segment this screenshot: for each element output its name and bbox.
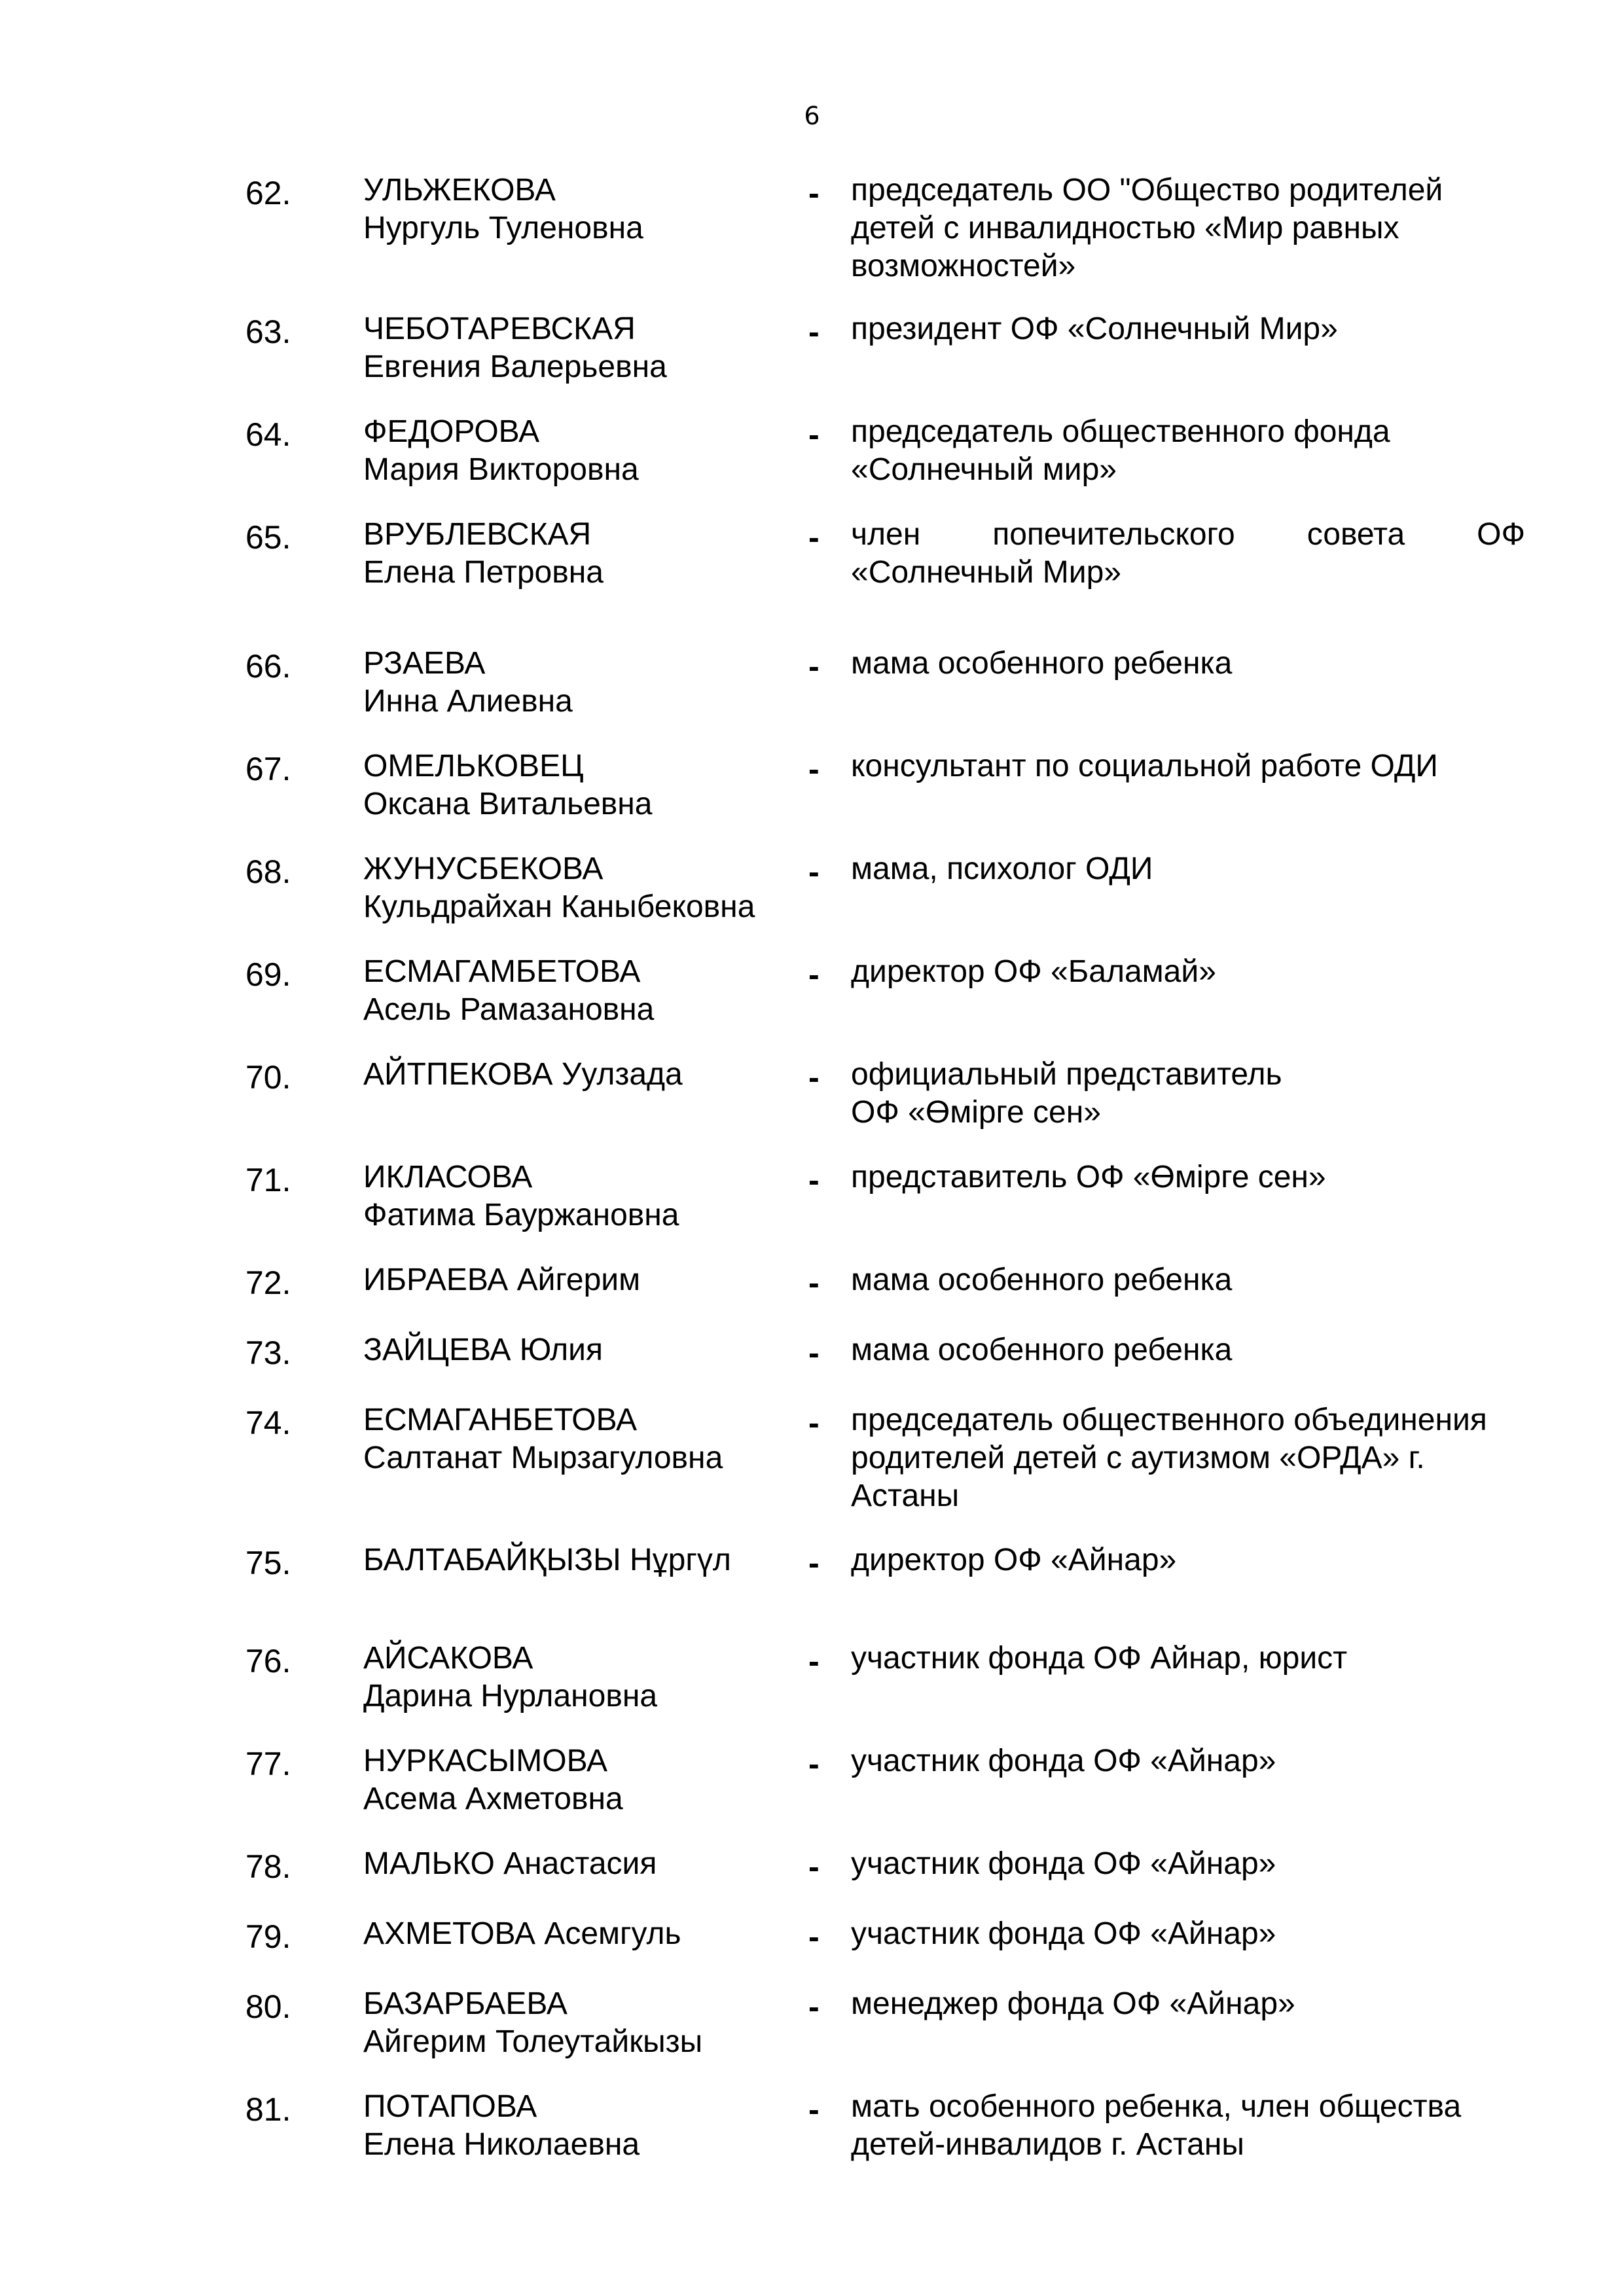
entry-number: 75. (245, 1545, 291, 1581)
role-description (851, 1915, 1525, 1953)
role-description (851, 1158, 1525, 1196)
given-name: Елена Петровна (363, 555, 604, 590)
role-description (851, 953, 1525, 991)
entry-number: 72. (245, 1265, 291, 1301)
given-name: Нургуль Туленовна (363, 211, 643, 245)
role-description (851, 171, 1525, 285)
dash-separator: - (808, 956, 820, 993)
entry-number: 80. (245, 1988, 291, 2025)
role-description (851, 1261, 1525, 1299)
given-name: Елена Николаевна (363, 2127, 640, 2162)
description-line: мама особенного ребенка (851, 1263, 1233, 1297)
given-name: Айгерим Толеутайкызы (363, 2024, 703, 2059)
description-line: представитель ОФ «Өмірге сен» (851, 1160, 1326, 1194)
given-name: Мария Викторовна (363, 452, 639, 487)
dash-separator: - (808, 1059, 820, 1096)
description-line: председатель ОО "Общество родителей (851, 173, 1443, 207)
given-name: Оксана Витальевна (363, 787, 653, 821)
person-name (363, 2088, 808, 2164)
surname: ЕСМАГАМБЕТОВА (363, 954, 641, 989)
description-line: директор ОФ «Айнар» (851, 1543, 1177, 1577)
dash-separator: - (808, 1545, 820, 1581)
dash-separator: - (808, 1988, 820, 2025)
surname: МАЛЬКО Анастасия (363, 1846, 657, 1881)
surname: ПОТАПОВА (363, 2089, 537, 2124)
surname: ИКЛАСОВА (363, 1160, 533, 1194)
person-name (363, 516, 808, 592)
person-name (363, 171, 808, 247)
entry-number: 64. (245, 416, 291, 453)
description-line: участник фонда ОФ «Айнар» (851, 1846, 1276, 1881)
dash-separator: - (808, 1265, 820, 1301)
surname: БАЗАРБАЕВА (363, 1986, 568, 2021)
role-description (851, 1401, 1525, 1515)
entry-number: 74. (245, 1405, 291, 1441)
given-name: Асема Ахметовна (363, 1782, 623, 1816)
surname: ЧЕБОТАРЕВСКАЯ (363, 312, 636, 346)
surname: ВРУБЛЕВСКАЯ (363, 517, 592, 552)
entry-number: 76. (245, 1643, 291, 1679)
description-line: Астаны (851, 1479, 960, 1513)
role-description (851, 1985, 1525, 2023)
person-name (363, 1056, 808, 1094)
role-description (851, 850, 1525, 888)
description-line: консультант по социальной работе ОДИ (851, 749, 1438, 783)
surname: ИБРАЕВА Айгерим (363, 1263, 641, 1297)
person-name (363, 1640, 808, 1715)
description-line: директор ОФ «Баламай» (851, 954, 1216, 989)
description-line: мама особенного ребенка (851, 646, 1233, 681)
dash-separator: - (808, 751, 820, 787)
dash-separator: - (808, 1162, 820, 1198)
person-name (363, 953, 808, 1029)
description-line: «Солнечный мир» (851, 452, 1117, 487)
role-description (851, 1331, 1525, 1369)
dash-separator: - (808, 1746, 820, 1782)
given-name: Евгения Валерьевна (363, 350, 667, 384)
description-line: мама особенного ребенка (851, 1333, 1233, 1367)
person-name (363, 1985, 808, 2061)
person-name (363, 645, 808, 721)
surname: БАЛТАБАЙҚЫЗЫ Нұргүл (363, 1543, 731, 1577)
dash-separator: - (808, 1848, 820, 1885)
description-line: официальный представитель (851, 1057, 1282, 1092)
given-name: Фатима Бауржановна (363, 1198, 679, 1232)
description-line: ОФ «Өмірге сен» (851, 1095, 1101, 1130)
entry-number: 81. (245, 2091, 291, 2128)
person-name (363, 1401, 808, 1477)
page-number: 6 (804, 101, 820, 130)
description-line: детей-инвалидов г. Астаны (851, 2127, 1244, 2162)
person-name (363, 1742, 808, 1818)
person-name (363, 1915, 808, 1953)
role-description (851, 1640, 1525, 1677)
entry-number: 67. (245, 751, 291, 787)
surname: ФЕДОРОВА (363, 414, 540, 449)
entry-number: 71. (245, 1162, 291, 1198)
dash-separator: - (808, 648, 820, 685)
description-line: возможностей» (851, 249, 1076, 283)
given-name: Кульдрайхан Каныбековна (363, 889, 755, 924)
description-line: президент ОФ «Солнечный Мир» (851, 312, 1338, 346)
dash-separator: - (808, 314, 820, 350)
role-description (851, 645, 1525, 683)
role-description (851, 1742, 1525, 1780)
entry-number: 66. (245, 648, 291, 685)
surname: АЙТПЕКОВА Уулзада (363, 1057, 683, 1092)
description-line: родителей детей с аутизмом «ОРДА» г. (851, 1441, 1425, 1475)
person-name (363, 413, 808, 489)
surname: ОМЕЛЬКОВЕЦ (363, 749, 584, 783)
surname: УЛЬЖЕКОВА (363, 173, 556, 207)
given-name: Дарина Нурлановна (363, 1679, 658, 1713)
description-line: член попечительского совета ОФ (851, 517, 1525, 552)
dash-separator: - (808, 175, 820, 211)
dash-separator: - (808, 1405, 820, 1441)
person-name (363, 1541, 808, 1579)
surname: АЙСАКОВА (363, 1641, 533, 1676)
dash-separator: - (808, 1335, 820, 1371)
person-name (363, 310, 808, 386)
description-line: мама, психолог ОДИ (851, 852, 1153, 886)
surname: АХМЕТОВА Асемгуль (363, 1916, 681, 1951)
description-line: «Солнечный Мир» (851, 555, 1121, 590)
entry-number: 70. (245, 1059, 291, 1096)
description-line: участник фонда ОФ «Айнар» (851, 1744, 1276, 1778)
role-description (851, 413, 1525, 489)
person-name (363, 747, 808, 823)
entry-number: 65. (245, 519, 291, 556)
description-line: председатель общественного объединения (851, 1403, 1487, 1437)
person-name (363, 1331, 808, 1369)
description-line: участник фонда ОФ Айнар, юрист (851, 1641, 1348, 1676)
entry-number: 62. (245, 175, 291, 211)
description-line: участник фонда ОФ «Айнар» (851, 1916, 1276, 1951)
surname: НУРКАСЫМОВА (363, 1744, 608, 1778)
given-name: Асель Рамазановна (363, 992, 655, 1027)
entry-number: 73. (245, 1335, 291, 1371)
role-description (851, 747, 1525, 785)
role-description (851, 2088, 1525, 2164)
description-line: мать особенного ребенка, член общества (851, 2089, 1462, 2124)
dash-separator: - (808, 1918, 820, 1955)
role-description (851, 516, 1525, 592)
role-description (851, 310, 1525, 348)
dash-separator: - (808, 2091, 820, 2128)
dash-separator: - (808, 853, 820, 890)
given-name: Инна Алиевна (363, 684, 573, 719)
entry-number: 79. (245, 1918, 291, 1955)
given-name: Салтанат Мырзагуловна (363, 1441, 723, 1475)
surname: ЖУНУСБЕКОВА (363, 852, 604, 886)
person-name (363, 1158, 808, 1234)
surname: ЗАЙЦЕВА Юлия (363, 1333, 603, 1367)
entry-number: 77. (245, 1746, 291, 1782)
surname: ЕСМАГАНБЕТОВА (363, 1403, 638, 1437)
role-description (851, 1845, 1525, 1883)
entry-number: 63. (245, 314, 291, 350)
person-name (363, 850, 808, 926)
person-name (363, 1845, 808, 1883)
role-description (851, 1541, 1525, 1579)
entry-number: 69. (245, 956, 291, 993)
description-line: детей с инвалидностью «Мир равных (851, 211, 1399, 245)
description-line: менеджер фонда ОФ «Айнар» (851, 1986, 1295, 2021)
entry-number: 68. (245, 853, 291, 890)
dash-separator: - (808, 416, 820, 453)
entry-number: 78. (245, 1848, 291, 1885)
dash-separator: - (808, 1643, 820, 1679)
person-name (363, 1261, 808, 1299)
description-line: председатель общественного фонда (851, 414, 1390, 449)
dash-separator: - (808, 519, 820, 556)
role-description (851, 1056, 1525, 1132)
surname: РЗАЕВА (363, 646, 486, 681)
